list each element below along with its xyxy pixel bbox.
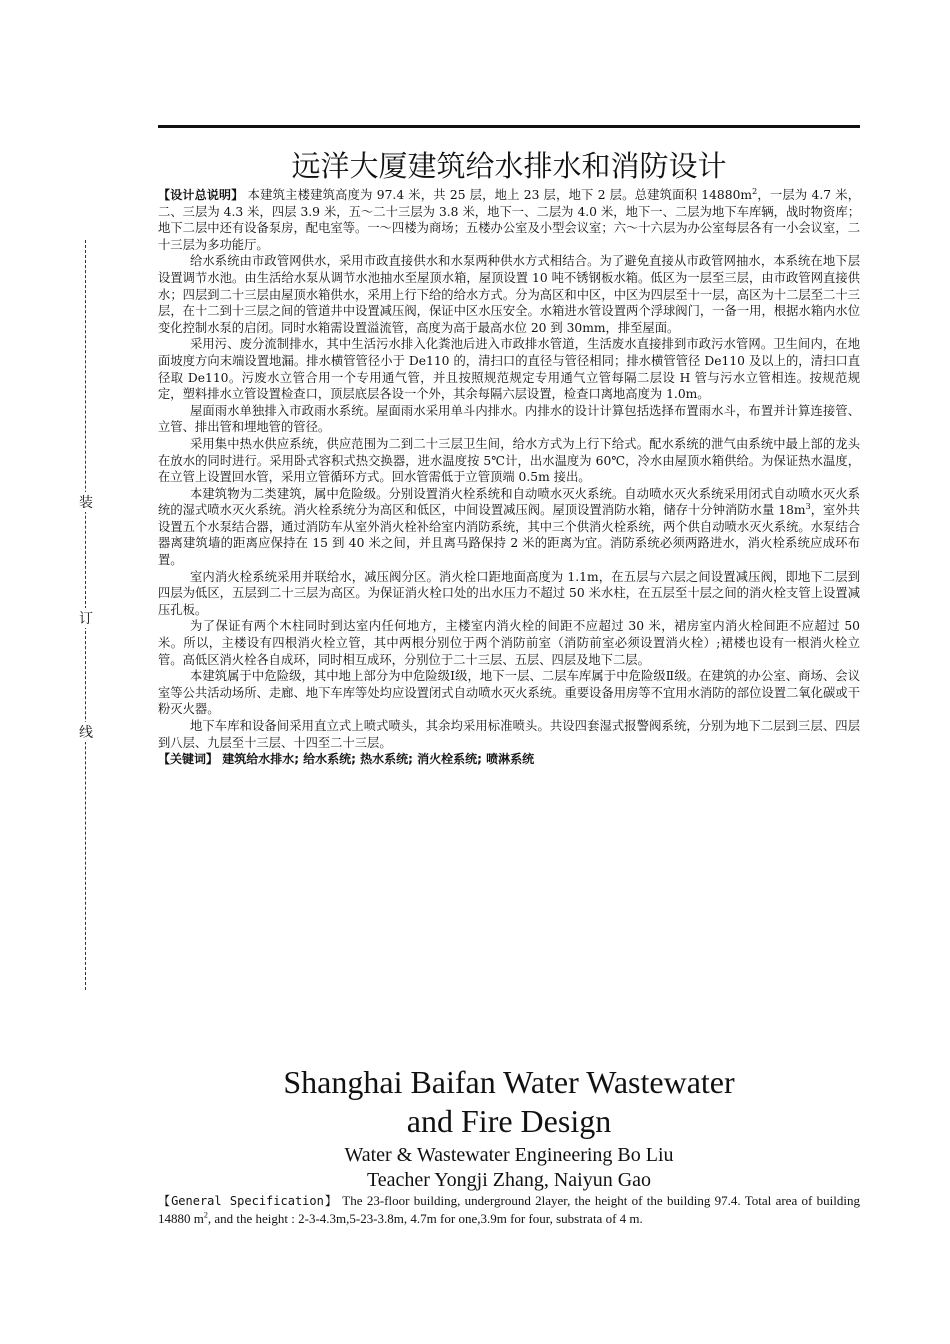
binding-mark-xian: 线 xyxy=(76,722,96,742)
abstract-tag: 【设计总说明】 xyxy=(158,188,244,202)
keywords-tag: 【关键词】 xyxy=(158,752,219,767)
english-title xyxy=(158,1063,860,1141)
abstract-intro xyxy=(158,187,860,253)
paragraph-water-supply: 给水系统由市政管网供水，采用市政直接供水和水泵两种供水方式相结合。为了避免直接从市政管网抽水，本系统在地下层设置调节水池。由生活给水泵从调节水池抽水至屋顶水箱，屋顶设置 10 吨不锈钢板水箱。低区为一层至三层，由市政管网直接供水；四层到二十三层由屋顶水箱供水，采用上行下给的给水方式。分为高区和中区，中区为四层至十一层，高区为十二层至二十三层，在十二到十三层之间的管道井中设置减压阀，保证中区水压安全。水箱进水管设置两个浮球阀门，一备一用，根据水箱内水位变化控制水泵的启闭。同时水箱需设置溢流管，高度为高于最高水位 20 到 30mm，排至屋面。 xyxy=(158,254,860,335)
paragraph-hydrant-zones: 室内消火栓系统采用并联给水，减压阀分区。消火栓口距地面高度为 1.1m，在五层与六层之间设置减压阀，即地下二层到四层为低区，五层到二十三层为高区。为保证消火栓口处的出水压力不超过 50 米水柱，在五层至十层之间的消火栓支管上设置减压孔板。 xyxy=(158,569,860,617)
spec-text: The 23-floor building, underground 2layer, the height of the building 97.4. Total area of building 14880 m xyxy=(158,1193,861,1226)
english-specification xyxy=(158,1192,860,1227)
header-rule xyxy=(158,125,860,128)
keywords-text: 建筑给水排水; 给水系统; 热水系统; 消火栓系统; 喷淋系统 xyxy=(222,752,535,767)
paragraph-drainage: 采用污、废分流制排水，其中生活污水排入化粪池后进入市政排水管道，生活废水直接排到市政污水管网。卫生间内，在地面坡度方向末端设置地漏。排水横管管径小于 De110 的，清扫口的直径与管径相同；排水横管管径 De110 及以上的，清扫口直径取 De110。污废水立管合用一个专用通气管，并且按照规范规定专用通气立管每隔二层设 H 管与污水立管相连。按规范规定，塑料排水立管设置检查口，顶层底层各设一个外，其余每隔六层设置，检查口离地高度为 1.0m。 xyxy=(158,337,860,402)
teacher-line: Teacher Yongji Zhang, Naiyun Gao xyxy=(366,1169,652,1191)
paragraph-rainwater: 屋面雨水单独排入市政雨水系统。屋面雨水采用单斗内排水。内排水的设计计算包括选择布置雨水斗，布置并计算连接管、立管、排出管和埋地管的管径。 xyxy=(158,403,860,435)
binding-margin xyxy=(76,240,96,990)
abstract xyxy=(158,187,860,768)
keywords-line xyxy=(158,751,860,768)
spec-superscript: 2 xyxy=(203,1210,208,1220)
area-superscript: 2 xyxy=(752,186,758,196)
english-title-line2: and Fire Design xyxy=(406,1103,612,1139)
english-title-line1: Shanghai Baifan Water Wastewater xyxy=(283,1064,735,1100)
paragraph-sprinkler: 本建筑属于中危险级，其中地上部分为中危险级Ⅰ级，地下一层、二层车库属于中危险级Ⅱ级。在建筑的办公室、商场、会议室等公共活动场所、走廊、地下车库等处均应设置闭式自动喷水灭火系统。重要设备用房等不宜用水消防的部位设置二氧化碳或干粉灭火器。 xyxy=(158,669,860,717)
fire-text-cont: ，室外共设置五个水泵结合器，通过消防车从室外消火栓补给室内消防系统，其中三个供消火栓系统，两个供自动喷水灭火系统。水泵结合器离建筑墙的距离应保持在 15 到 40 米之间，并且离马路保持 2 米的距离为宜。消防系统必须两路进水，消火栓系统应成环布置。 xyxy=(158,503,860,568)
volume-superscript: 3 xyxy=(805,502,811,512)
abstract-intro-text: 本建筑主楼建筑高度为 97.4 米，共 25 层，地上 23 层，地下 2 层。总建筑面积 14880m xyxy=(247,188,753,202)
abstract-intro-text-cont: ，一层为 4.7 米，二、三层为 4.3 米，四层 3.9 米，五～二十三层为 3.8 米，地下一、二层为 4.0 米，地下一、二层为地下车库辆，战时物资库；地下二层中还有设备泵房，配电室等。一～四楼为商场；五楼办公室及小型会议室；六～十六层为办公室每层各有一小会议室，二十三层为多功能厅。 xyxy=(158,188,860,252)
fire-text: 本建筑物为二类建筑，属中危险级。分别设置消火栓系统和自动喷水灭火系统。自动喷水灭火系统采用闭式自动喷水灭火系统的湿式喷水灭火系统。消火栓系统分为高区和低区，中间设置减压阀。屋顶设置消防水箱，储存十分钟消防水量 18m xyxy=(158,486,860,518)
page-title: 远洋大厦建筑给水排水和消防设计 xyxy=(291,149,727,183)
binding-mark-ding: 订 xyxy=(76,608,96,628)
paragraph-hydrant-risers: 为了保证有两个木柱同时到达室内任何地方，主楼室内消火栓的间距不应超过 30 米，裙房室内消火栓间距不应超过 50 米。所以，主楼设有四根消火栓立管，其中两根分别位于两个消防前室（消防前室必须设置消火栓）;裙楼也设有一根消火栓立管。高低区消火栓各自成环，同时相互成环，分别位于二十三层、五层、四层及地下二层。 xyxy=(158,619,860,667)
spec-tag: 【General Specification】 xyxy=(158,1194,338,1208)
paragraph-fire-systems xyxy=(158,486,860,569)
paragraph-hot-water: 采用集中热水供应系统，供应范围为二到二十三层卫生间，给水方式为上行下给式。配水系统的泄气由系统中最上部的龙头在放水的同时进行。采用卧式容积式热交换器，进水温度按 5℃计，出水温度为 60℃，冷水由屋顶水箱供给。为保证热水温度，在立管上设置回水管，采用立管循环方式。回水管需低于立管顶端 0.5m 接出。 xyxy=(158,436,860,485)
binding-mark-zhuang: 装 xyxy=(76,492,96,512)
paragraph-sprinkler-heads: 地下车库和设备间采用直立式上喷式喷头，其余均采用标准喷头。共设四套湿式报警阀系统，分别为地下二层到三层、四层到八层、九层至十三层、十四至二十三层。 xyxy=(158,719,860,750)
author-line: Water & Wastewater Engineering Bo Liu xyxy=(344,1144,674,1166)
spec-text-cont: , and the height : 2-3-4.3m,5-23-3.8m, 4.7m for one,3.9m for four, substrata of 4 m. xyxy=(207,1211,643,1226)
